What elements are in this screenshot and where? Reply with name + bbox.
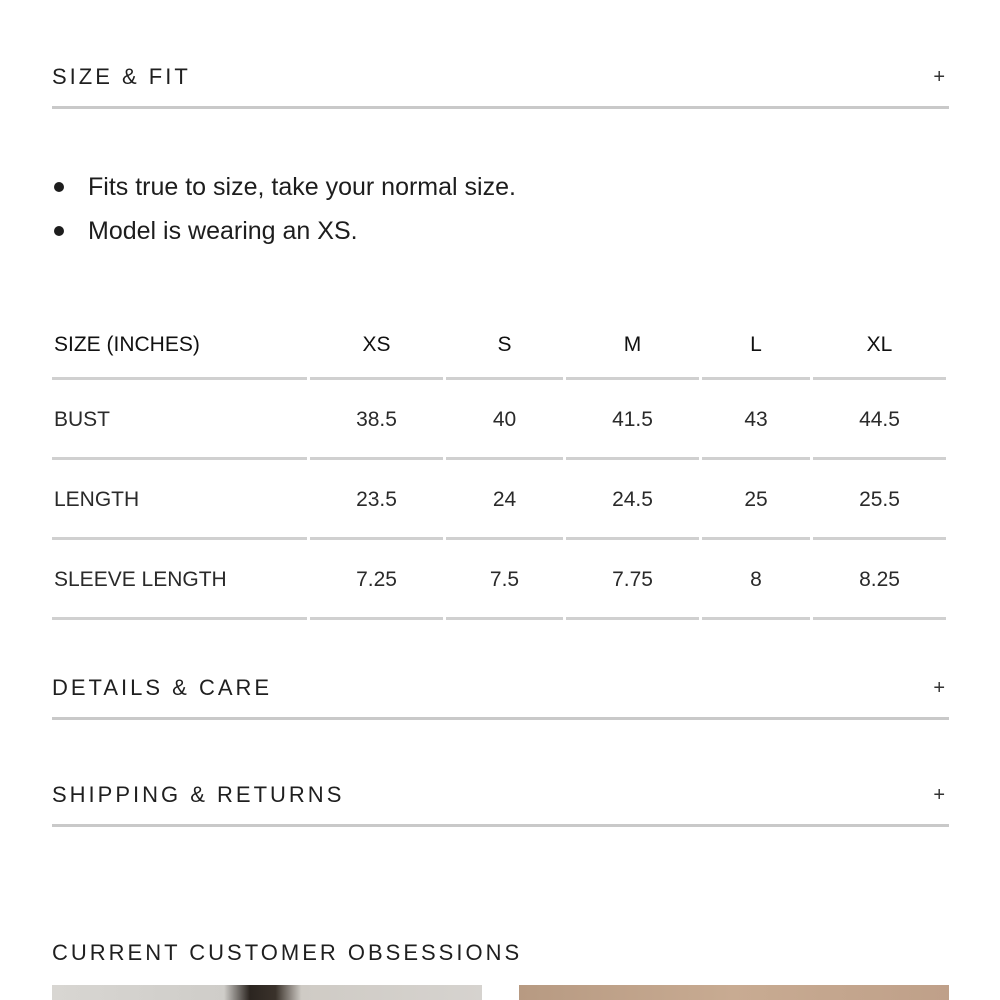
table-header-row [52,310,947,380]
fit-notes-list [52,165,516,253]
table-header-cell: M [623,333,642,356]
size-chart-table [52,310,947,620]
accordion-details-care[interactable] [52,673,949,720]
bullet-icon [54,182,64,192]
table-cell: 7.5 [489,568,520,591]
table-cell: 7.25 [356,568,397,591]
table-cell: 23.5 [356,488,397,511]
accordion-shipping-returns[interactable] [52,780,949,827]
table-divider [566,617,699,620]
table-divider [446,617,563,620]
truncated-description-text [52,0,952,6]
table-cell: BUST [54,408,111,431]
bullet-icon [54,226,64,236]
accordion-details-care-label: DETAILS & CARE [52,675,273,700]
plus-icon[interactable]: + [933,784,945,806]
table-cell: 40 [492,408,517,431]
list-item [52,165,516,209]
table-cell: 41.5 [612,408,653,431]
accordion-shipping-returns-label: SHIPPING & RETURNS [52,782,345,807]
table-row [52,460,947,540]
plus-icon[interactable]: + [933,66,945,88]
table-header-cell: XL [866,333,893,356]
table-divider [702,617,810,620]
table-cell: LENGTH [54,488,140,511]
table-divider [813,617,946,620]
fit-note-text: Fits true to size, take your normal size. [88,173,516,201]
product-image[interactable] [519,985,949,1000]
table-header-cell: XS [362,333,391,356]
table-cell: 38.5 [356,408,397,431]
table-cell: SLEEVE LENGTH [54,568,227,591]
accordion-size-fit[interactable] [52,62,949,109]
list-item [52,209,516,253]
section-title-obsessions: CURRENT CUSTOMER OBSESSIONS [52,940,523,965]
table-header-cell: S [497,333,512,356]
table-divider [52,617,307,620]
table-cell: 7.75 [612,568,653,591]
table-header-cell: SIZE (INCHES) [54,333,200,356]
table-header-cell: L [750,333,762,356]
table-cell: 43 [744,408,768,431]
fit-note-text: Model is wearing an XS. [88,217,358,245]
plus-icon[interactable]: + [933,677,945,699]
table-cell: 8 [750,568,762,591]
accordion-size-fit-label: SIZE & FIT [52,64,191,89]
table-cell: 44.5 [859,408,900,431]
table-row [52,540,947,620]
table-divider [310,617,443,620]
table-cell: 24 [492,488,517,511]
table-cell: 25.5 [859,488,900,511]
table-cell: 25 [744,488,768,511]
table-cell: 24.5 [612,488,653,511]
product-image[interactable] [52,985,482,1000]
table-cell: 8.25 [859,568,900,591]
table-row [52,380,947,460]
